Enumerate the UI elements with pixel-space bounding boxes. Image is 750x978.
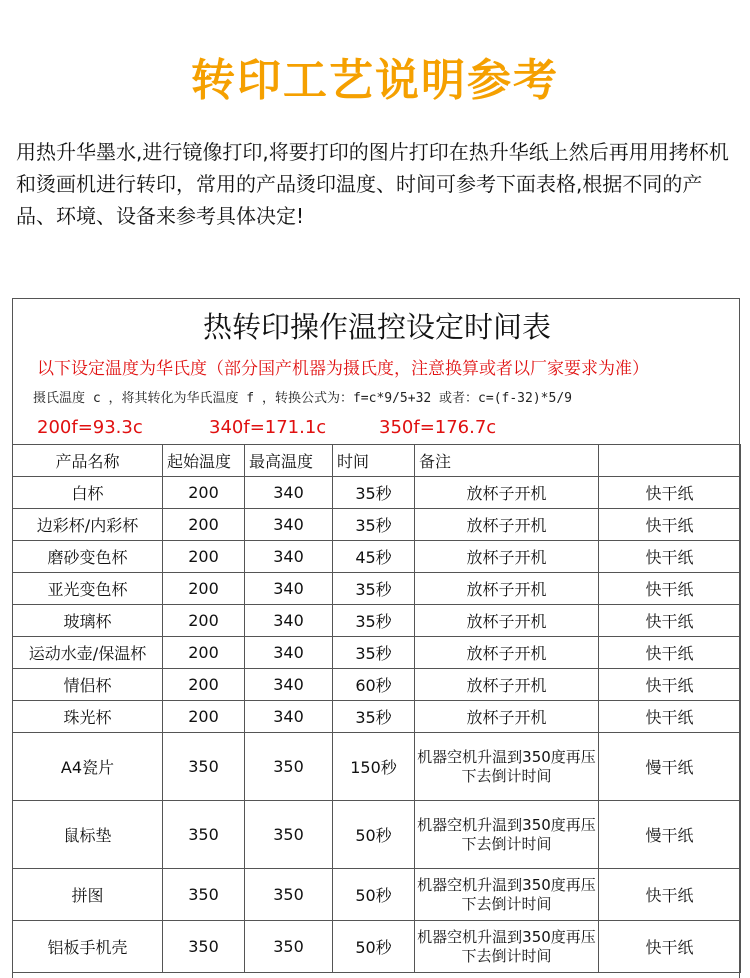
max-temp-cell: 350 — [245, 733, 333, 801]
table-header-row — [13, 445, 741, 477]
paper-type-cell: 快干纸 — [599, 509, 741, 541]
time-cell: 35秒 — [333, 605, 415, 637]
start-temp-cell: 200 — [163, 541, 245, 573]
start-temp-cell: 200 — [163, 701, 245, 733]
time-cell: 35秒 — [333, 637, 415, 669]
paper-type-cell: 快干纸 — [599, 573, 741, 605]
time-cell: 150秒 — [333, 733, 415, 801]
paper-type-cell: 快干纸 — [599, 637, 741, 669]
max-temp-cell: 340 — [245, 477, 333, 509]
example-340f: 340f=171.1c — [209, 417, 327, 438]
max-temp-cell: 340 — [245, 605, 333, 637]
product-name-cell: 边彩杯/内彩杯 — [13, 509, 163, 541]
header-start-temp: 起始温度 — [163, 445, 245, 477]
table-row — [13, 477, 741, 509]
paper-type-cell: 快干纸 — [599, 921, 741, 973]
header-remark: 备注 — [415, 445, 599, 477]
remark-cell: 放杯子开机 — [415, 605, 599, 637]
product-name-cell: 珠光杯 — [13, 701, 163, 733]
header-paper — [599, 445, 741, 477]
start-temp-cell: 350 — [163, 921, 245, 973]
table-row — [13, 869, 741, 921]
table-row — [13, 541, 741, 573]
time-cell: 45秒 — [333, 541, 415, 573]
paper-type-cell: 快干纸 — [599, 869, 741, 921]
product-name-cell: 磨砂变色杯 — [13, 541, 163, 573]
max-temp-cell: 340 — [245, 573, 333, 605]
product-name-cell: 玻璃杯 — [13, 605, 163, 637]
paper-type-cell: 快干纸 — [599, 669, 741, 701]
time-cell: 50秒 — [333, 869, 415, 921]
product-name-cell: 铝板手机壳 — [13, 921, 163, 973]
product-name-cell: A4瓷片 — [13, 733, 163, 801]
settings-table — [12, 444, 741, 973]
time-cell: 35秒 — [333, 509, 415, 541]
remark-cell: 机器空机升温到350度再压下去倒计时间 — [415, 733, 599, 801]
start-temp-cell: 200 — [163, 605, 245, 637]
page-title: 转印工艺说明参考 — [191, 55, 559, 106]
header-max-temp: 最高温度 — [245, 445, 333, 477]
product-name-cell: 亚光变色杯 — [13, 573, 163, 605]
intro-paragraph: 用热升华墨水,进行镜像打印,将要打印的图片打印在热升华纸上然后再用用拷杯机和烫画机进行转印，常用的产品烫印温度、时间可参考下面表格,根据不同的产品、环境、设备来参考具体决定! — [16, 140, 729, 228]
paper-type-cell: 快干纸 — [599, 701, 741, 733]
sheet-title: 热转印操作温控设定时间表 — [202, 310, 551, 344]
max-temp-cell: 340 — [245, 669, 333, 701]
table-row — [13, 921, 741, 973]
paper-type-cell: 慢干纸 — [599, 733, 741, 801]
remark-cell: 机器空机升温到350度再压下去倒计时间 — [415, 869, 599, 921]
remark-cell: 放杯子开机 — [415, 477, 599, 509]
table-row — [13, 605, 741, 637]
paper-type-cell: 快干纸 — [599, 605, 741, 637]
example-200f: 200f=93.3c — [37, 417, 143, 438]
table-row — [13, 701, 741, 733]
remark-cell: 放杯子开机 — [415, 701, 599, 733]
start-temp-cell: 350 — [163, 869, 245, 921]
paper-type-cell: 慢干纸 — [599, 801, 741, 869]
header-product: 产品名称 — [13, 445, 163, 477]
table-row — [13, 509, 741, 541]
remark-cell: 放杯子开机 — [415, 637, 599, 669]
remark-cell: 放杯子开机 — [415, 509, 599, 541]
table-row — [13, 669, 741, 701]
product-name-cell: 白杯 — [13, 477, 163, 509]
max-temp-cell: 350 — [245, 921, 333, 973]
table-row — [13, 637, 741, 669]
start-temp-cell: 200 — [163, 637, 245, 669]
start-temp-cell: 200 — [163, 669, 245, 701]
paper-type-cell: 快干纸 — [599, 477, 741, 509]
conversion-formula: 摄氏温度 c ，将其转化为华氏温度 f ，转换公式为：f=c*9/5+32 或者：c=(f-32)*5/9 — [33, 391, 572, 406]
product-name-cell: 拼图 — [13, 869, 163, 921]
time-cell: 50秒 — [333, 801, 415, 869]
max-temp-cell: 350 — [245, 801, 333, 869]
max-temp-cell: 340 — [245, 509, 333, 541]
product-name-cell: 情侣杯 — [13, 669, 163, 701]
table-row — [13, 573, 741, 605]
max-temp-cell: 340 — [245, 541, 333, 573]
time-cell: 50秒 — [333, 921, 415, 973]
start-temp-cell: 200 — [163, 573, 245, 605]
table-row — [13, 801, 741, 869]
max-temp-cell: 350 — [245, 869, 333, 921]
time-cell: 35秒 — [333, 573, 415, 605]
table-row — [13, 733, 741, 801]
remark-cell: 放杯子开机 — [415, 541, 599, 573]
product-name-cell: 鼠标垫 — [13, 801, 163, 869]
remark-cell: 放杯子开机 — [415, 669, 599, 701]
start-temp-cell: 350 — [163, 733, 245, 801]
example-350f: 350f=176.7c — [379, 417, 497, 438]
fahrenheit-note: 以下设定温度为华氏度（部分国产机器为摄氏度，注意换算或者以厂家要求为准） — [37, 359, 649, 379]
time-cell: 60秒 — [333, 669, 415, 701]
paper-type-cell: 快干纸 — [599, 541, 741, 573]
remark-cell: 机器空机升温到350度再压下去倒计时间 — [415, 801, 599, 869]
remark-cell: 机器空机升温到350度再压下去倒计时间 — [415, 921, 599, 973]
max-temp-cell: 340 — [245, 701, 333, 733]
time-cell: 35秒 — [333, 477, 415, 509]
start-temp-cell: 200 — [163, 509, 245, 541]
max-temp-cell: 340 — [245, 637, 333, 669]
product-name-cell: 运动水壶/保温杯 — [13, 637, 163, 669]
header-time: 时间 — [333, 445, 415, 477]
remark-cell: 放杯子开机 — [415, 573, 599, 605]
start-temp-cell: 200 — [163, 477, 245, 509]
time-cell: 35秒 — [333, 701, 415, 733]
start-temp-cell: 350 — [163, 801, 245, 869]
